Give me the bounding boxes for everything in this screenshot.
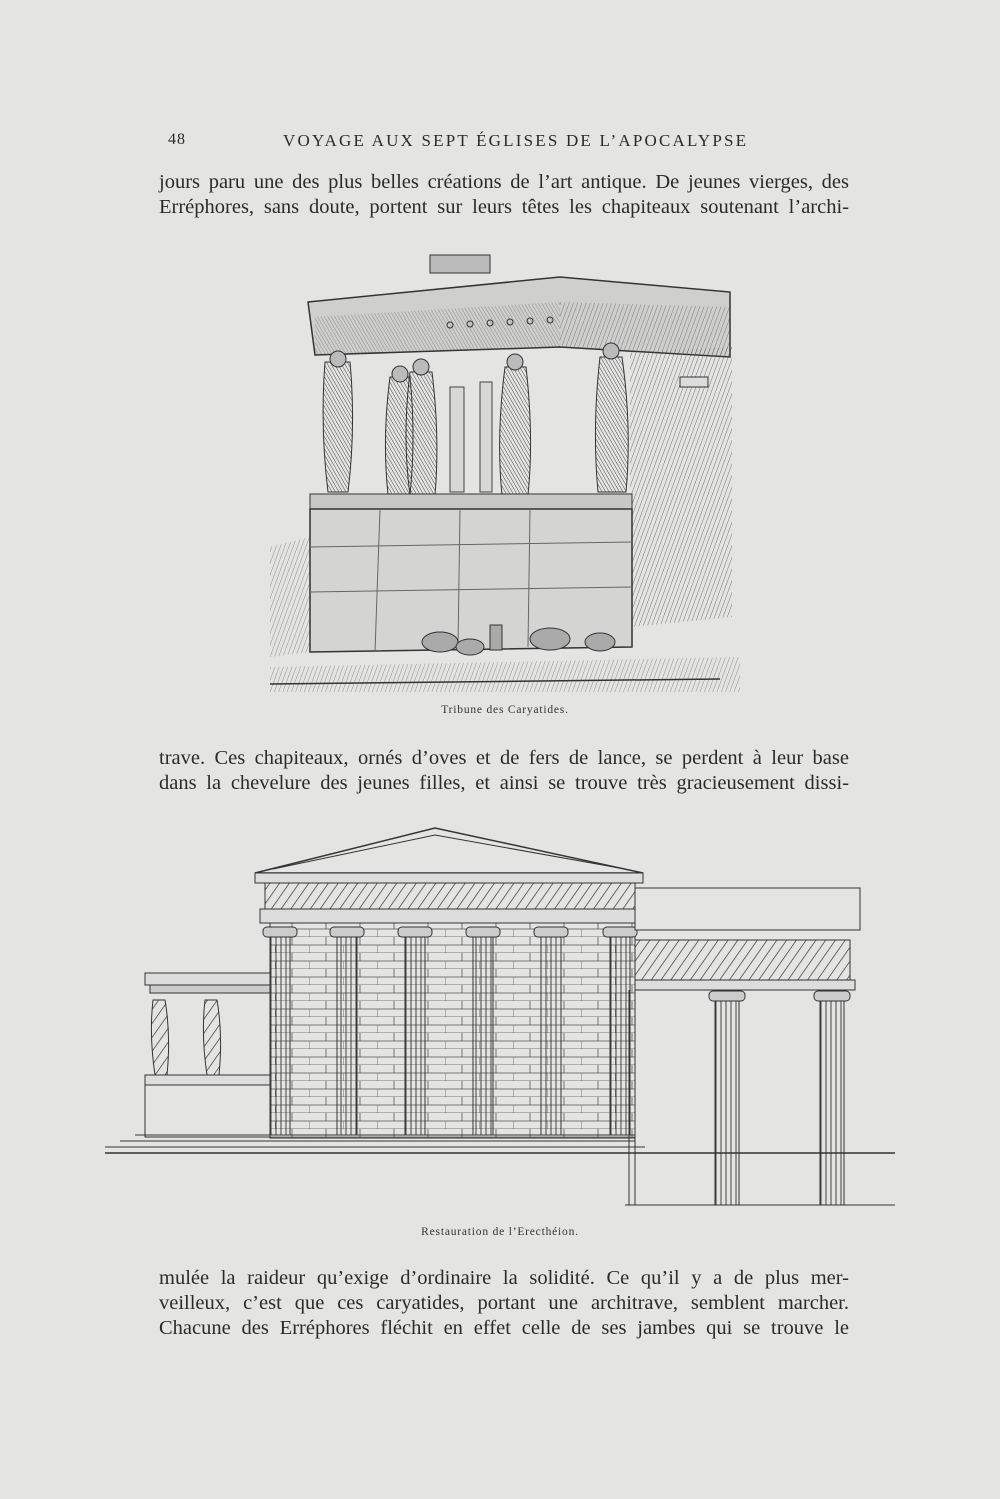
text-block-2 [159, 746, 849, 796]
text-line: dans la chevelure des jeunes filles, et ainsi se trouve très gracieusement dissi- [159, 772, 849, 794]
text-line: Chacune des Erréphores fléchit en effet celle de ses jambes qui se trouve le [159, 1317, 849, 1339]
page-number: 48 [168, 131, 186, 148]
figure-1-caption: Tribune des Caryatides. [441, 704, 569, 716]
text-line: trave. Ces chapiteaux, ornés d’oves et de fers de lance, se perdent à leur base [159, 747, 849, 769]
text-line: mulée la raideur qu’exige d’ordinaire la solidité. Ce qu’il y a de plus mer- [159, 1267, 849, 1289]
figure-2-caption: Restauration de l’Erecthéion. [421, 1226, 579, 1238]
text-line: jours paru une des plus belles créations de l’art antique. De jeunes vierges, des [159, 171, 849, 193]
text-line: Erréphores, sans doute, portent sur leurs têtes les chapiteaux soutenant l’archi- [159, 196, 849, 218]
running-title: VOYAGE AUX SEPT ÉGLISES DE L’APOCALYPSE [283, 131, 749, 150]
text-block-3 [159, 1266, 849, 1341]
page-header [168, 131, 833, 157]
text-line: veilleux, c’est que ces caryatides, portant une architrave, semblent marcher. [159, 1292, 849, 1314]
text-block-1 [159, 170, 849, 220]
caryatid-porch-engraving [270, 247, 740, 692]
erechtheion-restoration-drawing [105, 825, 895, 1230]
